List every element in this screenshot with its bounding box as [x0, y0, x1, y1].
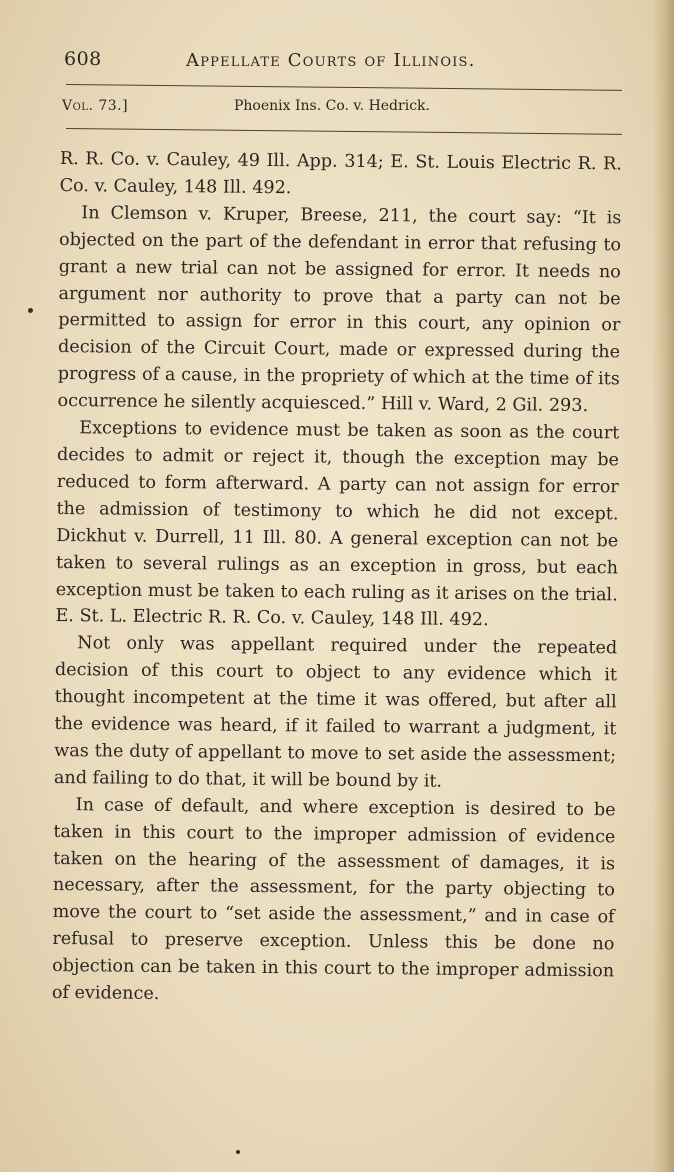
page-number: 608	[64, 48, 102, 70]
case-subheader	[62, 98, 582, 120]
ink-speck	[236, 1150, 240, 1154]
subheader-rule	[66, 128, 622, 135]
case-title: Phoenix Ins. Co. v. Hedrick.	[234, 98, 430, 114]
volume-label: Vol. 73.]	[62, 98, 129, 114]
page-header	[64, 44, 534, 78]
header-rule	[66, 84, 622, 91]
paragraph: Not only was appellant required under the repeated decision of this court to object to any evidence which it thought incompetent at the time it was offered, but after all the evidence was heard, if it failed to warrant a judgment, it was the duty of appellant to move to set aside the assessment; and failing to do that, it will be bound by it.	[53, 633, 618, 792]
ink-speck	[28, 308, 33, 313]
paragraph: In case of default, and where exception is desired to be taken in this court to the improper admission of evidence taken on the hearing of the assessment of damages, it is necessary, after the assessment, for the party objecting to move the court to “set aside the assessment,” and in case of refusal to preserve exception. Unless this be done no objection can be taken in this court to the improper admission of evidence.	[51, 794, 616, 1005]
running-title: Appellate Courts of Illinois.	[186, 50, 476, 71]
paragraph: In Clemson v. Kruper, Breese, 211, the court say: “It is objected on the part of the defendant in error that refusing to grant a new trial can not be assigned for error. It needs no argument nor authority to prove that a party can not be permitted to assign for error in this court, any opinion or decision of the Circuit Court, made or expressed during the progress of a cause, in the propriety of which at the time of its occurrence he silently acquiesced.” Hill v. Ward, 2 Gil. 293.	[57, 203, 622, 417]
paragraph: R. R. Co. v. Cauley, 49 Ill. App. 314; E. St. Louis Electric R. R. Co. v. Cauley, 148 Ill. 492.	[59, 148, 622, 199]
body-text	[52, 146, 622, 1012]
paragraph: Exceptions to evidence must be taken as soon as the court decides to admit or reject it, though the exception may be reduced to form afterward. A party can not assign for error the admission of testimony to which he did not except. Dickhut v. Durrell, 11 Ill. 80. A general exception can not be taken to several rulings as an exception in gross, but each exception must be taken to each ruling as it arises on the trial. E. St. L. Electric R. R. Co. v. Cauley, 148 Ill. 492.	[55, 418, 620, 631]
page-edge-shadow	[652, 0, 674, 1172]
